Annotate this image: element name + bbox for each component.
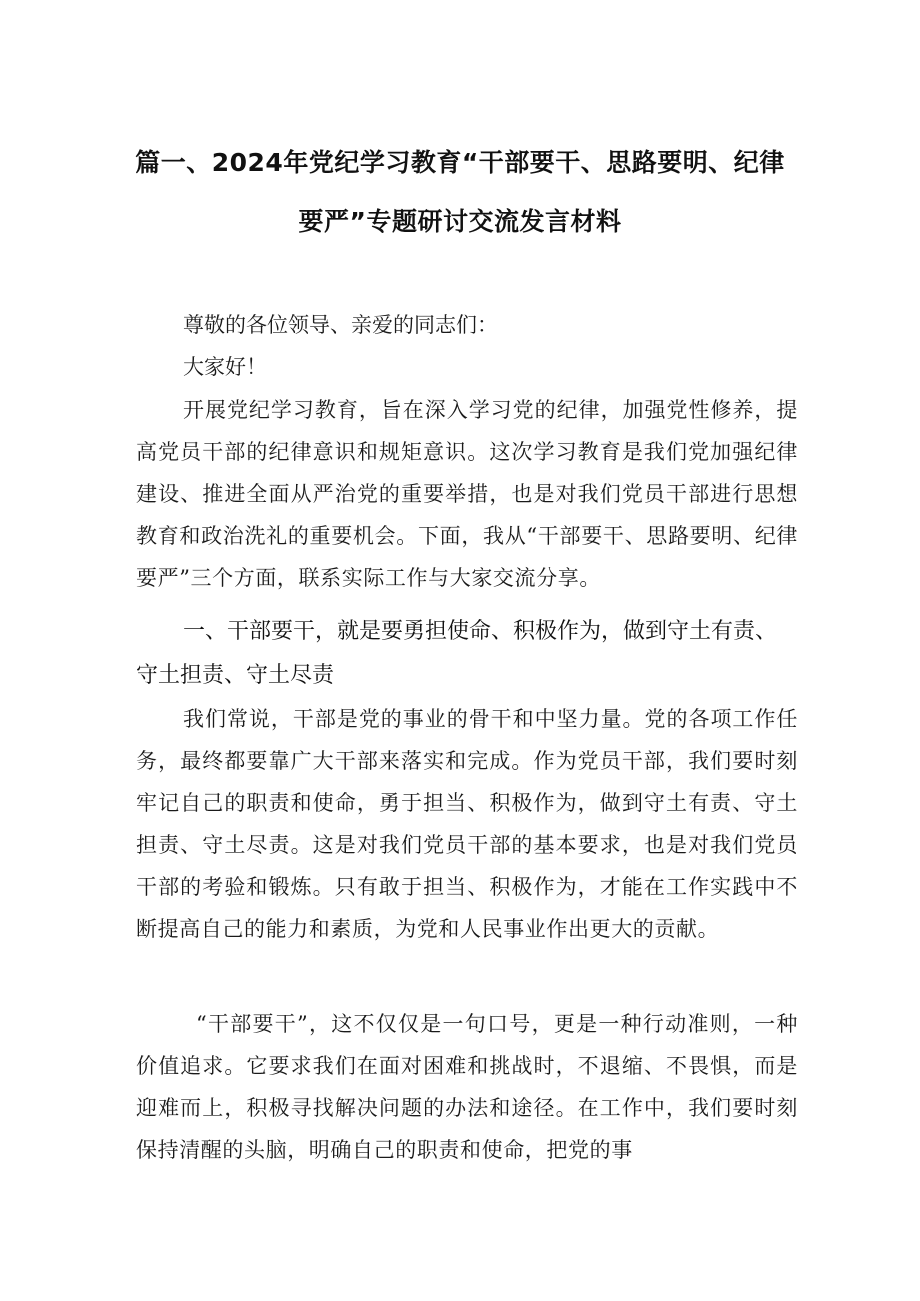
hello: 大家好！: [183, 355, 267, 379]
document-title-line1: 篇一、2024年党纪学习教育“干部要干、思路要明、纪律: [135, 148, 785, 177]
greeting: 尊敬的各位领导、亲爱的同志们：: [183, 313, 498, 337]
paragraph-1: 开展党纪学习教育，旨在深入学习党的纪律，加强党性修养，提高党员干部的纪律意识和规矩意识。这次学习教育是我们党加强纪律建设、推进全面从严治党的重要举措，也是对我们党员干部进行思想教育和政治洗礼的重要机会。下面，我从“干部要干、思路要明、纪律要严”三个方面，联系实际工作与大家交流分享。: [136, 398, 798, 590]
paragraph-2: 我们常说，干部是党的事业的骨干和中坚力量。党的各项工作任务，最终都要靠广大干部来落实和完成。作为党员干部，我们要时刻牢记自己的职责和使命，勇于担当、积极作为，做到守土有责、守土担责、守土尽责。这是对我们党员干部的基本要求，也是对我们党员干部的考验和锻炼。只有敢于担当、积极作为，才能在工作实践中不断提高自己的能力和素质，为党和人民事业作出更大的贡献。: [136, 707, 798, 941]
paragraph-3: “干部要干”，这不仅仅是一句口号，更是一种行动准则，一种价值追求。它要求我们在面对困难和挑战时，不退缩、不畏惧，而是迎难而上，积极寻找解决问题的办法和途径。在工作中，我们要时刻保持清醒的头脑，明确自己的职责和使命，把党的事: [136, 1012, 798, 1162]
section-heading-1: 一、干部要干，就是要勇担使命、积极作为，做到守土有责、守土担责、守土尽责: [136, 619, 778, 688]
document-title-line2: 要严”专题研讨交流发言材料: [298, 207, 622, 236]
